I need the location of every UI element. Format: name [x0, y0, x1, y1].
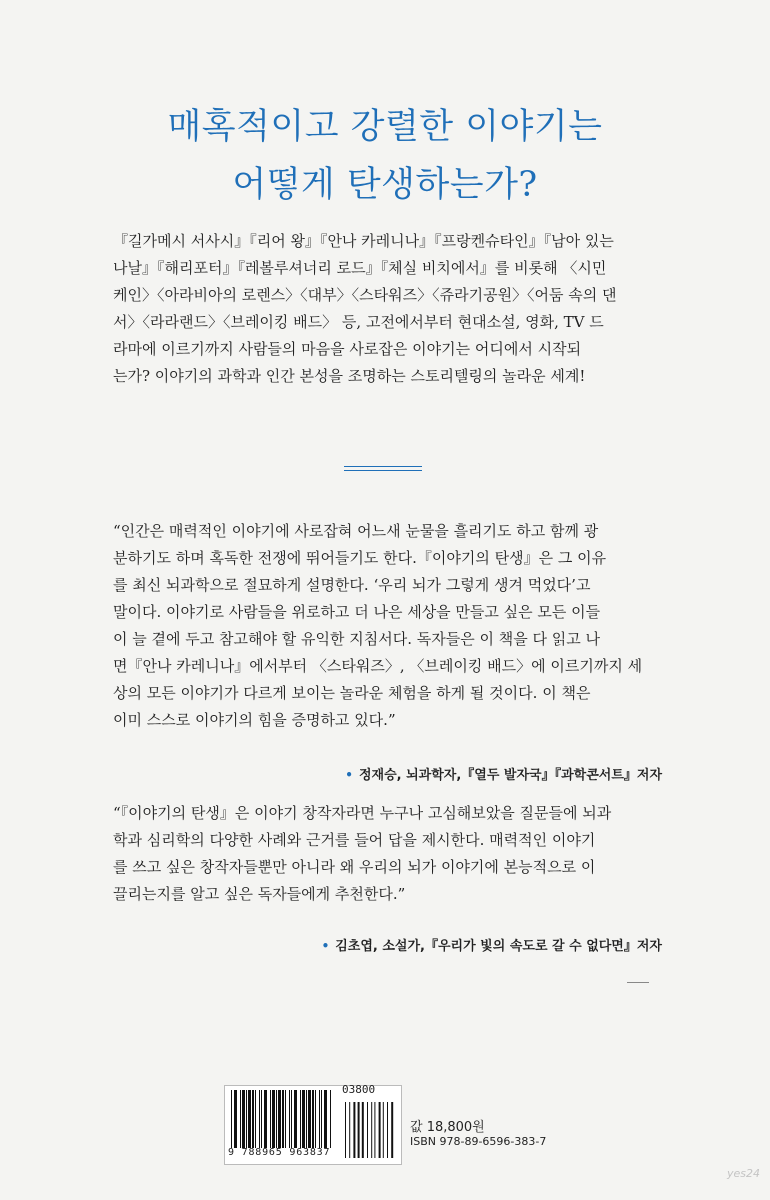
barcode-bar	[234, 1090, 237, 1148]
barcode-bar	[358, 1102, 360, 1158]
barcode-bar	[259, 1090, 260, 1148]
barcode-bar	[353, 1102, 355, 1158]
barcode-bar	[379, 1102, 381, 1158]
decorative-dash	[627, 982, 649, 983]
barcode-bar	[294, 1090, 297, 1148]
endorsement-attribution-2	[322, 935, 662, 954]
quote-line: 를 쓰고 싶은 창작자들뿐만 아니라 왜 우리의 뇌가 이야기에 본능적으로 이	[113, 858, 596, 876]
barcode-bar	[272, 1090, 275, 1148]
attribution-text: 김초엽, 소설가,『우리가 빛의 속도로 갈 수 없다면』저자	[335, 939, 662, 954]
barcode-bar	[391, 1102, 393, 1158]
barcode-bar	[289, 1090, 290, 1148]
barcode-bar	[252, 1090, 254, 1148]
barcode-bar	[291, 1090, 292, 1148]
barcode-bar	[285, 1090, 286, 1148]
barcode-bar	[282, 1090, 284, 1148]
endorsement-attribution-1	[345, 764, 662, 783]
barcode-bar	[306, 1090, 307, 1148]
quote-line: 이미 스스로 이야기의 힘을 증명하고 있다.”	[113, 711, 396, 729]
barcode-bar	[242, 1090, 245, 1148]
barcode-bar	[321, 1090, 322, 1148]
barcode-bar	[308, 1090, 311, 1148]
bullet-icon: •	[321, 939, 330, 953]
barcode-bar	[276, 1090, 277, 1148]
barcode-bar	[302, 1090, 305, 1148]
attribution-text: 정재승, 뇌과학자,『열두 발자국』『과학콘서트』저자	[358, 768, 662, 783]
quote-line: 이 늘 곁에 두고 참고해야 할 유익한 지침서다. 독자들은 이 책을 다 읽고 나	[113, 630, 600, 648]
intro-line: 는가? 이야기의 과학과 인간 본성을 조명하는 스토리텔링의 놀라운 세계!	[113, 367, 586, 385]
barcode-bar	[255, 1090, 256, 1148]
barcode-bar	[315, 1090, 316, 1148]
watermark-logo: yes24	[727, 1167, 761, 1180]
headline-line-1: 매혹적이고 강렬한 이야기는	[167, 107, 603, 147]
quote-line: 학과 심리학의 다양한 사례와 근거를 들어 답을 제시한다. 매력적인 이야기	[113, 831, 596, 849]
barcode-bar	[240, 1090, 241, 1148]
barcode-bar	[270, 1090, 271, 1148]
barcode-bar	[312, 1090, 314, 1148]
barcode-main-number: 9 788965 963837	[228, 1147, 331, 1158]
quote-line: 면『안나 카레니나』에서부터 〈스타워즈〉, 〈브레이킹 배드〉에 이르기까지 세	[113, 657, 643, 675]
barcode-bar	[261, 1090, 262, 1148]
quote-line: “인간은 매력적인 이야기에 사로잡혀 어느새 눈물을 흘리기도 하고 함께 광	[113, 522, 599, 540]
endorsement-quote-2	[113, 800, 663, 908]
quote-line: 를 최신 뇌과학으로 절묘하게 설명한다. ‘우리 뇌가 그렇게 생겨 먹었다’고	[113, 576, 591, 594]
quote-line: 분하기도 하며 혹독한 전쟁에 뛰어들기도 한다.『이야기의 탄생』은 그 이유	[113, 549, 607, 567]
barcode-bar	[246, 1090, 247, 1148]
barcode-bar	[324, 1090, 327, 1148]
barcode-bar	[264, 1090, 267, 1148]
barcode-addon-number: 03800	[342, 1083, 376, 1096]
barcode-bar	[374, 1102, 375, 1158]
barcode-bar	[349, 1102, 350, 1158]
barcode-bar	[371, 1102, 372, 1158]
price: 값 18,800원	[410, 1120, 485, 1135]
barcode-bar	[383, 1102, 384, 1158]
barcode-bar	[387, 1102, 388, 1158]
headline-line-2: 어떻게 탄생하는가?	[232, 165, 538, 205]
barcode-bar	[345, 1102, 346, 1158]
intro-line: 『길가메시 서사시』『리어 왕』『안나 카레니나』『프랑켄슈타인』『남아 있는	[113, 232, 614, 250]
barcode-bar	[278, 1090, 281, 1148]
barcode-bar	[330, 1090, 331, 1148]
barcode-bar	[319, 1090, 320, 1148]
bullet-icon: •	[345, 768, 353, 782]
barcode-bar	[362, 1102, 364, 1158]
isbn: ISBN 978-89-6596-383-7	[410, 1135, 547, 1148]
intro-line: 라마에 이르기까지 사람들의 마음을 사로잡은 이야기는 어디에서 시작되	[113, 340, 582, 358]
intro-line: 케인〉〈아라비아의 로렌스〉〈대부〉〈스타워즈〉〈쥬라기공원〉〈어둠 속의 댄	[113, 286, 617, 304]
quote-line: “『이야기의 탄생』은 이야기 창작자라면 누구나 고심해보았을 질문들에 뇌과	[113, 804, 612, 822]
quote-line: 끌리는지를 알고 싶은 독자들에게 추천한다.”	[113, 885, 406, 903]
quote-line: 상의 모든 이야기가 다르게 보이는 놀라운 체험을 하게 될 것이다. 이 책은	[113, 684, 591, 702]
section-divider	[344, 466, 422, 471]
intro-paragraph	[113, 228, 663, 390]
barcode-bar	[367, 1102, 368, 1158]
intro-line: 나날』『해리포터』『레볼루셔너리 로드』『체실 비치에서』를 비롯해 〈시민	[113, 259, 607, 277]
barcode-bar	[248, 1090, 251, 1148]
headline	[0, 98, 770, 214]
quote-line: 말이다. 이야기로 사람들을 위로하고 더 나은 세상을 만들고 싶은 모든 이들	[113, 603, 601, 621]
endorsement-quote-1	[113, 518, 663, 734]
barcode-bar	[300, 1090, 301, 1148]
barcode-bar	[231, 1090, 232, 1148]
intro-line: 서〉〈라라랜드〉〈브레이킹 배드〉 등, 고전에서부터 현대소설, 영화, TV 드	[113, 313, 604, 331]
